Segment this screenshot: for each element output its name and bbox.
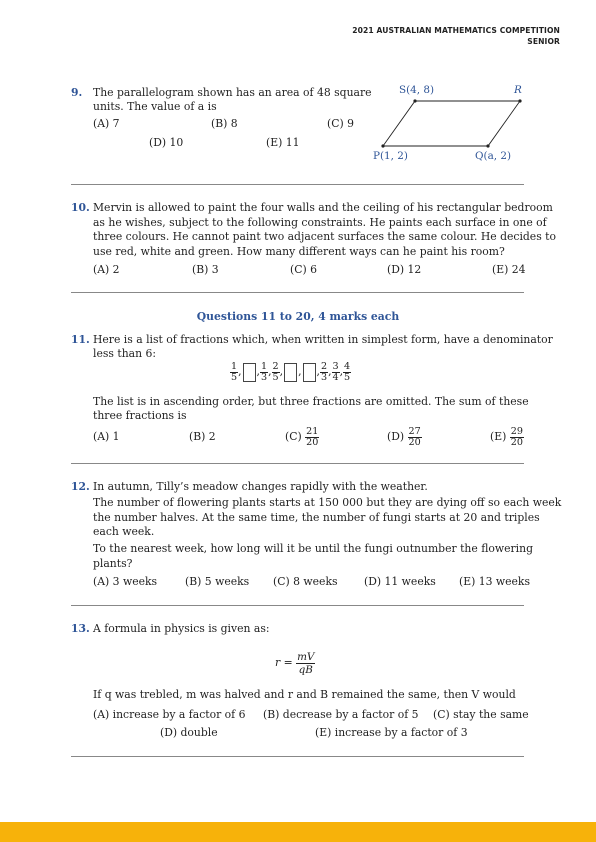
label-p: P(1, 2) [373, 150, 408, 162]
question-text: The number of flowering plants starts at 150 000 but they are dying off so each week [93, 496, 562, 509]
divider [71, 756, 524, 757]
option-a[interactable]: (A) 1 [93, 430, 120, 443]
competition-title: 2021 AUSTRALIAN MATHEMATICS COMPETITION [352, 26, 560, 35]
option-a[interactable]: (A) 3 weeks [93, 575, 158, 588]
label-s: S(4, 8) [399, 84, 435, 96]
division-label: SENIOR [527, 37, 560, 46]
option-a[interactable]: (A) 7 [93, 117, 120, 130]
page-header [352, 25, 560, 47]
fraction: $\frac{2}{5}$ [272, 360, 279, 383]
option-c[interactable]: (C) 9 [327, 117, 354, 130]
vertex-q [486, 144, 489, 147]
question-text: as he wishes, subject to the following constraints. He paints each surface in one of [93, 216, 547, 229]
option-e[interactable]: (E) 11 [266, 136, 300, 149]
question-text: three fractions is [93, 409, 187, 422]
question-number: 12. [71, 480, 90, 493]
footer-bar [0, 822, 596, 842]
question-text: Mervin is allowed to paint the four walls and the ceiling of his rectangular bedroom [93, 201, 553, 214]
option-d[interactable]: (D) double [160, 726, 218, 739]
option-c[interactable]: (C) 8 weeks [273, 575, 338, 588]
option-e[interactable]: (E) 24 [492, 263, 526, 276]
divider [71, 292, 524, 293]
question-text: Here is a list of fractions which, when written in simplest form, have a denominator [93, 333, 553, 346]
divider [71, 184, 524, 185]
question-text: less than 6: [93, 347, 156, 360]
parallelogram-shape [383, 101, 520, 146]
option-a[interactable]: (A) increase by a factor of 6 [93, 708, 246, 721]
divider [71, 605, 524, 606]
question-text: To the nearest week, how long will it be until the fungi outnumber the flowering [93, 542, 534, 555]
question-number: 9. [71, 86, 83, 99]
question-text: A formula in physics is given as: [93, 622, 270, 635]
question-text: plants? [93, 557, 133, 570]
option-b[interactable]: (B) 5 weeks [185, 575, 250, 588]
option-b[interactable]: (B) 8 [211, 117, 238, 130]
question-text: The list is in ascending order, but three fractions are omitted. The sum of these [93, 395, 529, 408]
vertex-s [413, 99, 416, 102]
option-d[interactable]: (D) 10 [149, 136, 184, 149]
option-c[interactable]: (C) stay the same [433, 708, 529, 721]
omitted-fraction-box [303, 363, 316, 382]
option-d[interactable]: (D) 12 [387, 263, 422, 276]
vertex-p [381, 144, 384, 147]
omitted-fraction-box [243, 363, 256, 382]
divider [71, 463, 524, 464]
section-heading: Questions 11 to 20, 4 marks each [196, 310, 400, 323]
question-text: In autumn, Tilly’s meadow changes rapidly with the weather. [93, 480, 428, 493]
option-c[interactable]: (C) $\frac{21}{20}$ [285, 425, 319, 448]
fraction-list: $\frac{1}{5}$ , , $\frac{1}{3}$ , $\frac{2}{5}$ , , , $\frac{2}{3}$ , $\frac{3}{4}$ , $\frac{4}{5}$ [231, 360, 351, 383]
question-text: three colours. He cannot paint two adjacent surfaces the same colour. He decides to [93, 230, 557, 243]
omitted-fraction-box [284, 363, 297, 382]
question-text: each week. [93, 525, 155, 538]
option-b[interactable]: (B) 3 [192, 263, 219, 276]
question-text: the number halves. At the same time, the number of fungi starts at 20 and triples [93, 511, 540, 524]
label-r: R [514, 84, 522, 96]
question-number: 11. [71, 333, 90, 346]
option-e[interactable]: (E) $\frac{29}{20}$ [490, 425, 523, 448]
question-text: use red, white and green. How many different ways can he paint his room? [93, 245, 505, 258]
label-q: Q(a, 2) [475, 150, 512, 162]
formula: r = $\frac{mV}{qB}$ [275, 650, 315, 676]
option-b[interactable]: (B) 2 [189, 430, 216, 443]
fraction: $\frac{1}{3}$ [260, 360, 268, 383]
option-d[interactable]: (D) $\frac{27}{20}$ [387, 425, 421, 448]
question-text: units. The value of a is [93, 100, 217, 113]
option-e[interactable]: (E) 13 weeks [459, 575, 531, 588]
fraction: $\frac{4}{5}$ [344, 360, 351, 383]
fraction: $\frac{1}{5}$ [231, 360, 238, 383]
fraction: $\frac{2}{3}$ [320, 360, 328, 383]
question-number: 13. [71, 622, 90, 635]
option-d[interactable]: (D) 11 weeks [364, 575, 436, 588]
option-a[interactable]: (A) 2 [93, 263, 120, 276]
option-e[interactable]: (E) increase by a factor of 3 [315, 726, 468, 739]
option-b[interactable]: (B) decrease by a factor of 5 [263, 708, 419, 721]
question-text: If q was trebled, m was halved and r and B remained the same, then V would [93, 688, 516, 701]
question-text: The parallelogram shown has an area of 48 square [93, 86, 372, 99]
option-c[interactable]: (C) 6 [290, 263, 317, 276]
question-number: 10. [71, 201, 90, 214]
fraction: $\frac{3}{4}$ [332, 360, 339, 383]
vertex-r [518, 99, 521, 102]
